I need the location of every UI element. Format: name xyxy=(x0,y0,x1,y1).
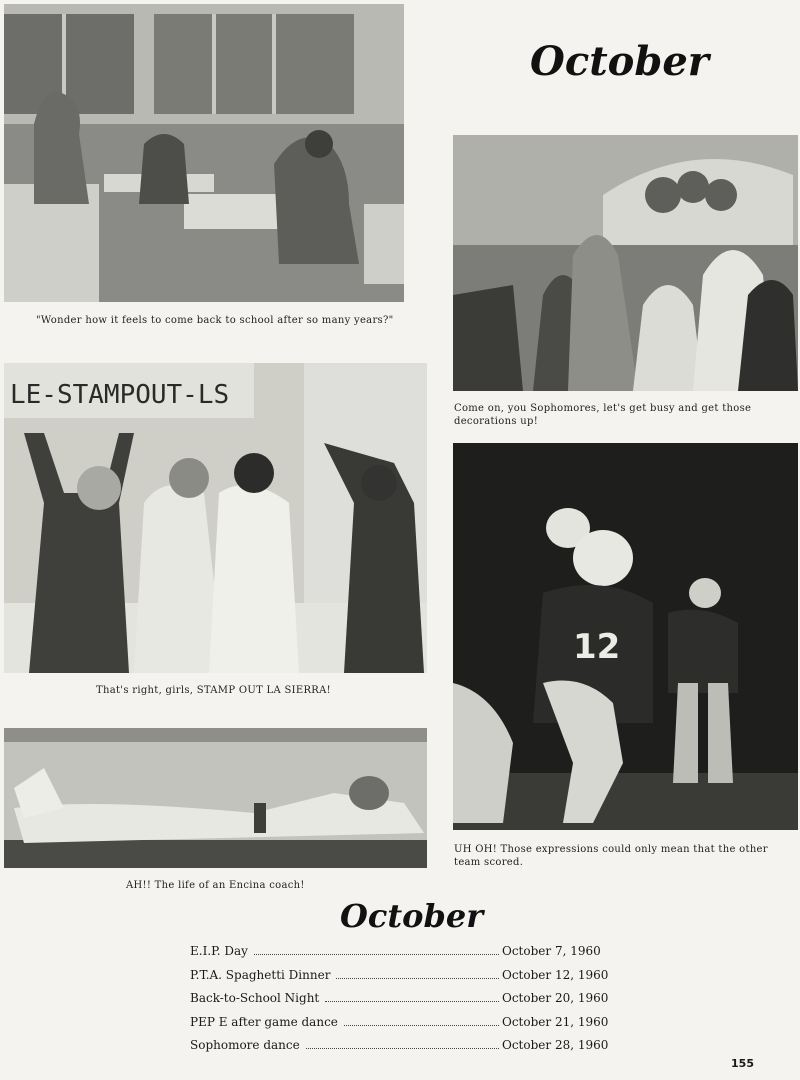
leader-dots xyxy=(325,1001,499,1002)
events-list xyxy=(190,944,610,1062)
event-name: E.I.P. Day xyxy=(190,944,248,958)
events-title: October xyxy=(340,897,484,935)
caption-coach: AH!! The life of an Encina coach! xyxy=(126,880,305,891)
event-row xyxy=(190,1015,610,1039)
caption-stamp-out: That's right, girls, STAMP OUT LA SIERRA! xyxy=(96,685,331,696)
event-name: P.T.A. Spaghetti Dinner xyxy=(190,967,331,982)
page-title: October xyxy=(530,38,709,85)
event-name: Sophomore dance xyxy=(190,1038,300,1052)
event-date: October 28, 1960 xyxy=(502,1038,609,1052)
banner-text: LE-STAMPOUT-LS xyxy=(10,380,230,410)
event-date: October 20, 1960 xyxy=(502,991,609,1005)
leader-dots xyxy=(336,978,499,979)
event-name: Back-to-School Night xyxy=(190,991,320,1005)
event-row xyxy=(190,968,610,992)
event-date: October 7, 1960 xyxy=(502,944,601,958)
photo-coach xyxy=(4,728,427,868)
jersey-number: 12 xyxy=(573,627,621,667)
event-date: October 12, 1960 xyxy=(502,967,609,982)
caption-football: UH OH! Those expressions could only mean that the other team scored. xyxy=(454,844,768,868)
leader-dots xyxy=(254,954,499,955)
caption-decorations: Come on, you Sophomores, let's get busy and get those decorations up! xyxy=(454,403,752,427)
page-number: 155 xyxy=(731,1057,754,1070)
leader-dots xyxy=(306,1048,499,1049)
leader-dots xyxy=(344,1025,499,1026)
event-name: PEP E after game dance xyxy=(190,1014,338,1029)
photo-classroom xyxy=(4,4,404,302)
event-row xyxy=(190,1038,610,1062)
caption-classroom: "Wonder how it feels to come back to school after so many years?" xyxy=(36,315,394,326)
photo-decorations xyxy=(453,135,798,391)
photo-stamp-out xyxy=(4,363,427,673)
event-row xyxy=(190,991,610,1015)
photo-football xyxy=(453,443,798,830)
event-row xyxy=(190,944,610,968)
event-date: October 21, 1960 xyxy=(502,1014,609,1029)
